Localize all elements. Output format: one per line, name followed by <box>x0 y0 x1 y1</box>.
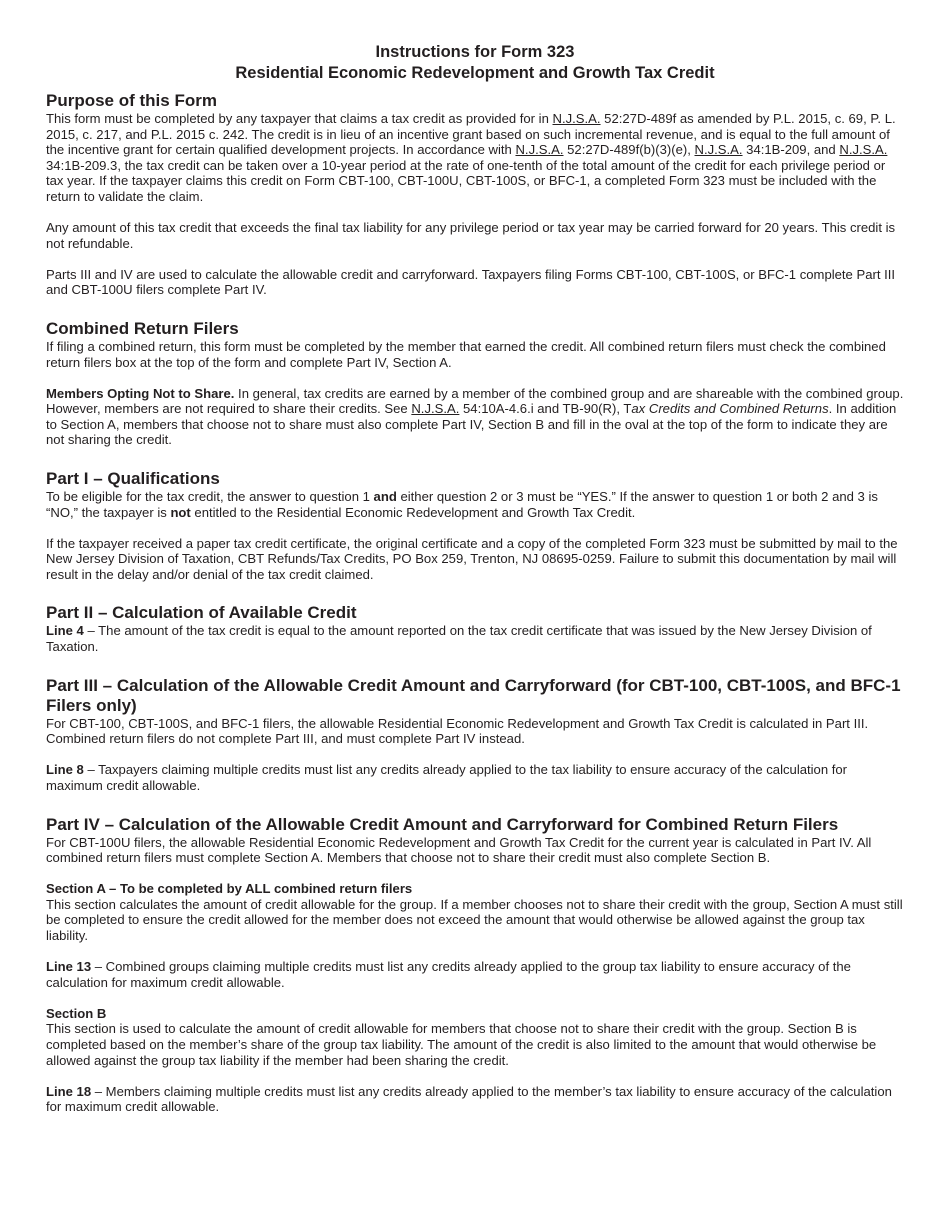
document-title <box>46 42 904 83</box>
part3-line8: Line 8 – Taxpayers claiming multiple credits must list any credits already applied to the tax liability to ensure accuracy of the calculation for maximum credit allowable. <box>46 762 848 793</box>
combined-paragraph-1: If filing a combined return, this form must be completed by the member that earned the credit. All combined return filers must check the combined return filers box at the top of the form and complete Part IV, Section A. <box>46 338 886 370</box>
njsa-ref: N.J.S.A. <box>552 111 601 126</box>
part1-paragraph-1: To be eligible for the tax credit, the answer to question 1 and either question 2 or 3 must be “YES.” If the answer to question 1 or both 2 and 3 is “NO,” the taxpayer is not entitled to the Residential Economic Redevelopment and Growth Tax Credit. <box>46 489 878 520</box>
part4-line13: Line 13 – Combined groups claiming multiple credits must list any credits already applied to the group tax liability to ensure accuracy of the calculation for maximum credit allowable. <box>46 959 851 990</box>
combined-paragraph-2: Members Opting Not to Share. In general, tax credits are earned by a member of the combined group and are shareable with the combined group. However, members are not required to share their credits. See N.J.S.A. 54:10A-4.6.i and TB-90(R), Tax Credits and Combined Returns. In addition to Section A, members that choose not to share must also complete Part IV, Section B and fill in the oval at the top of the form to indicate they are not sharing the credit. <box>46 385 904 448</box>
part4-paragraph-1: For CBT-100U filers, the allowable Residential Economic Redevelopment and Growth Tax Credit for the current year is calculated in Part IV. All combined return filers must complete Section A. Members that choose not to share their credit must also complete Section B. <box>46 834 872 866</box>
part4-heading: Part IV – Calculation of the Allowable Credit Amount and Carryforward for Combined Return Filers <box>46 814 839 834</box>
purpose-paragraph-2: Any amount of this tax credit that exceeds the final tax liability for any privilege period or tax year may be carried forward for 20 years. This credit is not refundable. <box>46 220 896 251</box>
njsa-ref: N.J.S.A. <box>411 401 460 417</box>
combined-heading: Combined Return Filers <box>46 318 239 338</box>
part4-line18: Line 18 – Members claiming multiple credits must list any credits already applied to the member’s tax liability to ensure accuracy of the calculation for maximum credit allowable. <box>46 1083 892 1115</box>
purpose-paragraph-1: This form must be completed by any taxpayer that claims a tax credit as provided for in N.J.S.A. 52:27D-489f as amended by P.L. 2015, c. 69, P. L. 2015, c. 217, and P.L. 2015 c. 242. The credit is in lieu of an incentive grant based on such incremental revenue, and is equal to the full amount of the incentive grant for certain qualified development projects. In accordance with N.J.S.A. 52:27D-489f(b)(3)(e), N.J.S.A. 34:1B-209, and N.J.S.A. 34:1B-209.3, the tax credit can be taken over a 10-year period at the rate of one-tenth of the total amount of the credit for each privilege period or tax year. If the taxpayer claims this credit on Form CBT-100, CBT-100U, CBT-100S, or BFC-1, a completed Form 323 must be included with the return to validate the claim. <box>46 111 896 204</box>
part2-line4: Line 4 – The amount of the tax credit is equal to the amount reported on the tax credit certificate that was issued by the New Jersey Division of Taxation. <box>46 623 872 655</box>
section-a-text: This section calculates the amount of credit allowable for the group. If a member chooses not to share their credit with the group, Section A must still be completed to ensure the credit allowed for the member does not exceed the amount that would otherwise be allowed against the group tax liability. <box>46 896 903 943</box>
part3-heading: Part III – Calculation of the Allowable Credit Amount and Carryforward (for CBT-100, CBT-100S, and BFC-1 Filers only) <box>46 675 901 715</box>
njsa-ref: N.J.S.A. <box>515 142 564 158</box>
purpose-heading: Purpose of this Form <box>46 91 217 110</box>
section-a-heading: Section A – To be completed by ALL combined return filers <box>46 881 413 897</box>
title-line-1: Instructions for Form 323 <box>375 43 575 61</box>
part1-heading: Part I – Qualifications <box>46 469 220 488</box>
part2-heading: Part II – Calculation of Available Credit <box>46 603 357 623</box>
purpose-paragraph-3: Parts III and IV are used to calculate the allowable credit and carryforward. Taxpayers filing Forms CBT-100, CBT-100S, or BFC-1 complete Part III and CBT-100U filers complete Part IV. <box>46 266 896 298</box>
njsa-ref: N.J.S.A. <box>839 142 888 158</box>
section-b-text: This section is used to calculate the amount of credit allowable for members that choose not to share their credit with the group. Section B is completed based on the member’s share of the group tax liability. The amount of the credit is also limited to the amount that would otherwise be allowed against the group tax liability if the member had been sharing the credit. <box>46 1021 877 1068</box>
njsa-ref: N.J.S.A. <box>694 142 743 158</box>
part3-paragraph-1: For CBT-100, CBT-100S, and BFC-1 filers, the allowable Residential Economic Redevelopment and Growth Tax Credit is calculated in Part III. Combined return filers do not complete Part III, and must complete Part IV instead. <box>46 715 869 747</box>
part1-paragraph-2: If the taxpayer received a paper tax credit certificate, the original certificate and a copy of the completed Form 323 must be submitted by mail to the New Jersey Division of Taxation, CBT Refunds/Tax Credits, PO Box 259, Trenton, NJ 08695-0259. Failure to submit this documentation by mail will result in the delay and/or denial of the tax credit claimed. <box>46 535 898 582</box>
title-line-2: Residential Economic Redevelopment and Growth Tax Credit <box>235 63 715 82</box>
section-b-heading: Section B <box>46 1005 107 1021</box>
